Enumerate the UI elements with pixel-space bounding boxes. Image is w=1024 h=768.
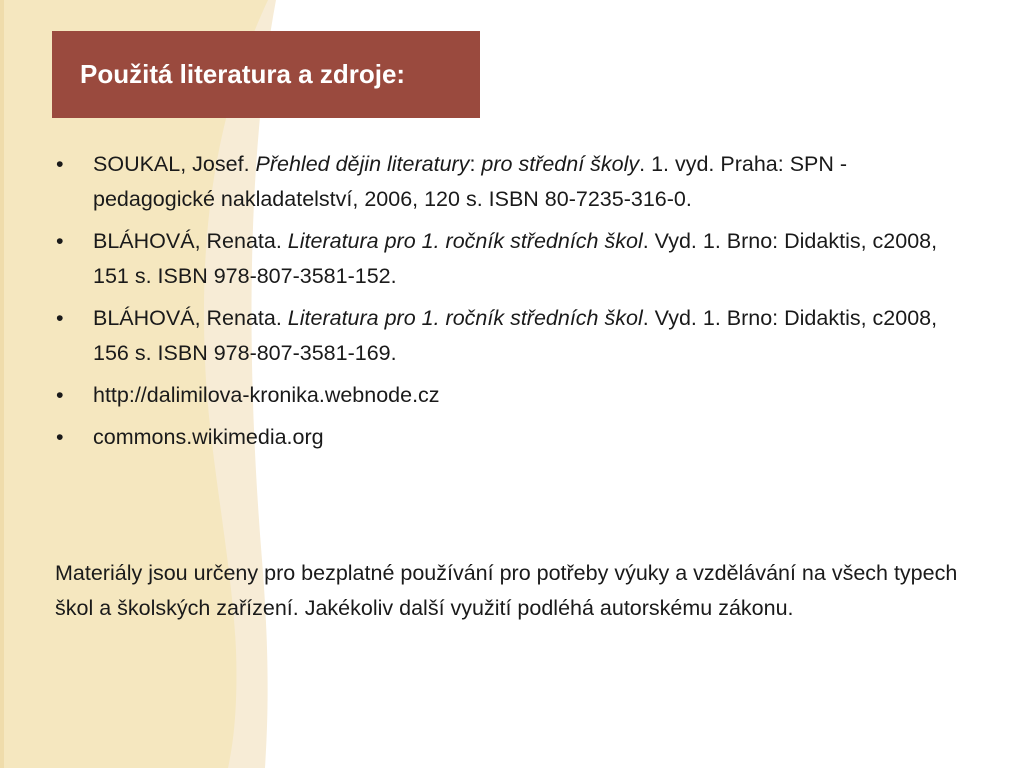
reference-item (52, 224, 967, 294)
reference-subtitle: pro střední školy (481, 152, 640, 176)
reference-item (52, 378, 967, 413)
bullet-glyph: • (56, 383, 64, 407)
reference-link: commons.wikimedia.org (93, 425, 324, 449)
reference-title: Literatura pro 1. ročník středních škol (287, 306, 643, 330)
reference-separator: : (469, 152, 482, 176)
reference-author: BLÁHOVÁ, Renata. (93, 306, 288, 330)
reference-item (52, 147, 967, 217)
reference-title: Přehled dějin literatury (255, 152, 470, 176)
reference-author: SOUKAL, Josef. (93, 152, 256, 176)
bullet-glyph: • (56, 152, 64, 176)
reference-details: . Vyd. 1. Brno: Didaktis, c2008, 151 s. ISBN 978-807-3581-152. (93, 229, 938, 288)
bullet-glyph: • (56, 306, 64, 330)
title-banner (52, 31, 480, 118)
reference-list (52, 147, 967, 462)
reference-item (52, 301, 967, 371)
bullet-glyph: • (56, 425, 64, 449)
reference-title: Literatura pro 1. ročník středních škol (287, 229, 643, 253)
reference-details: . Vyd. 1. Brno: Didaktis, c2008, 156 s. ISBN 978-807-3581-169. (93, 306, 938, 365)
reference-details: . 1. vyd. Praha: SPN - pedagogické nakladatelství, 2006, 120 s. ISBN 80-7235-316-0. (93, 152, 848, 211)
bullet-glyph: • (56, 229, 64, 253)
reference-link: http://dalimilova-kronika.webnode.cz (93, 383, 440, 407)
usage-note: Materiály jsou určeny pro bezplatné používání pro potřeby výuky a vzdělávání na všech typech škol a školských zařízení. Jakékoliv další využití podléhá autorskému zákonu. (55, 561, 958, 620)
reference-author: BLÁHOVÁ, Renata. (93, 229, 288, 253)
reference-item (52, 420, 967, 455)
slide-title: Použitá literatura a zdroje: (80, 59, 406, 89)
background-left-strip (0, 0, 4, 768)
